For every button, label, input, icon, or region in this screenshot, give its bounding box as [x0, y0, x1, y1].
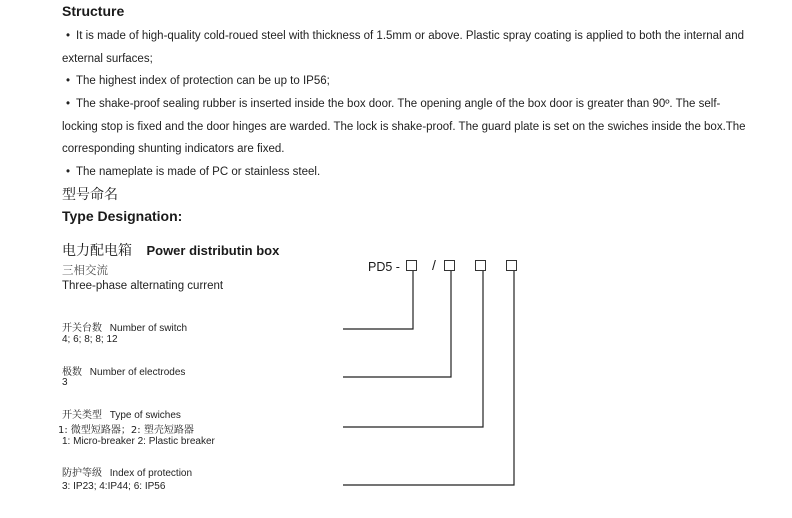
- bullet-symbol: •: [66, 30, 71, 42]
- designation-heading-en: Type Designation:: [62, 208, 183, 224]
- field-switch-count-values: 4; 6; 8; 8; 12: [62, 334, 118, 345]
- field-title-cn: 开关台数: [62, 323, 102, 334]
- field-switch-type-values-cn: 1: 微型短路器；2: 塑壳短路器: [58, 425, 194, 436]
- bullet-symbol: •: [66, 75, 71, 87]
- structure-heading: Structure: [62, 3, 125, 19]
- product-title-cn: 电力配电箱: [62, 243, 132, 259]
- phase-cn: 三相交流: [62, 263, 108, 277]
- field-switch-type-values: 1: Micro-breaker 2: Plastic breaker: [62, 436, 215, 447]
- field-electrodes-title: [62, 363, 185, 378]
- connector-electrodes: [343, 271, 451, 377]
- field-switch-type-title: [62, 406, 181, 421]
- field-title-en: Number of electrodes: [89, 367, 186, 378]
- field-protection-values: 3: IP23; 4:IP44; 6: IP56: [62, 481, 166, 492]
- connector-switch-count: [343, 271, 413, 329]
- field-title-en: Number of switch: [109, 323, 188, 334]
- model-slash: /: [432, 257, 436, 273]
- phase-en: Three-phase alternating current: [62, 280, 224, 292]
- field-title-en: Type of swiches: [109, 410, 181, 421]
- designation-heading-cn: 型号命名: [62, 187, 118, 203]
- field-title-cn: 防护等级: [62, 468, 102, 479]
- bullet-symbol: •: [66, 98, 71, 110]
- bullet-symbol: •: [66, 166, 71, 178]
- field-switch-count-title: [62, 319, 187, 334]
- bullet-text: The nameplate is made of PC or stainless steel.: [76, 166, 321, 178]
- field-title-cn: 极数: [62, 367, 82, 378]
- model-prefix: PD5 -: [368, 260, 400, 274]
- connector-protection: [343, 271, 514, 485]
- field-electrodes-values: 3: [62, 377, 68, 388]
- product-title-en: Power distributin box: [146, 243, 280, 258]
- bullet-text: The highest index of protection can be up to IP56;: [76, 75, 330, 87]
- field-protection-title: [62, 464, 192, 479]
- field-title-en: Index of protection: [109, 468, 193, 479]
- bullet-text: It is made of high-quality cold-roued steel with thickness of 1.5mm or above. Plastic spray coating is applied to both the internal and external surfaces;: [62, 30, 744, 65]
- bullet-text: The shake-proof sealing rubber is inserted inside the box door. The opening angle of the box door is greater than 90º. The self-locking stop is fixed and the door hinges are warded. The lock is shake-proof. The guard plate is set on the swiches inside the box.The corresponding shunting indicators are fixed.: [62, 98, 746, 155]
- field-title-cn: 开关类型: [62, 410, 102, 421]
